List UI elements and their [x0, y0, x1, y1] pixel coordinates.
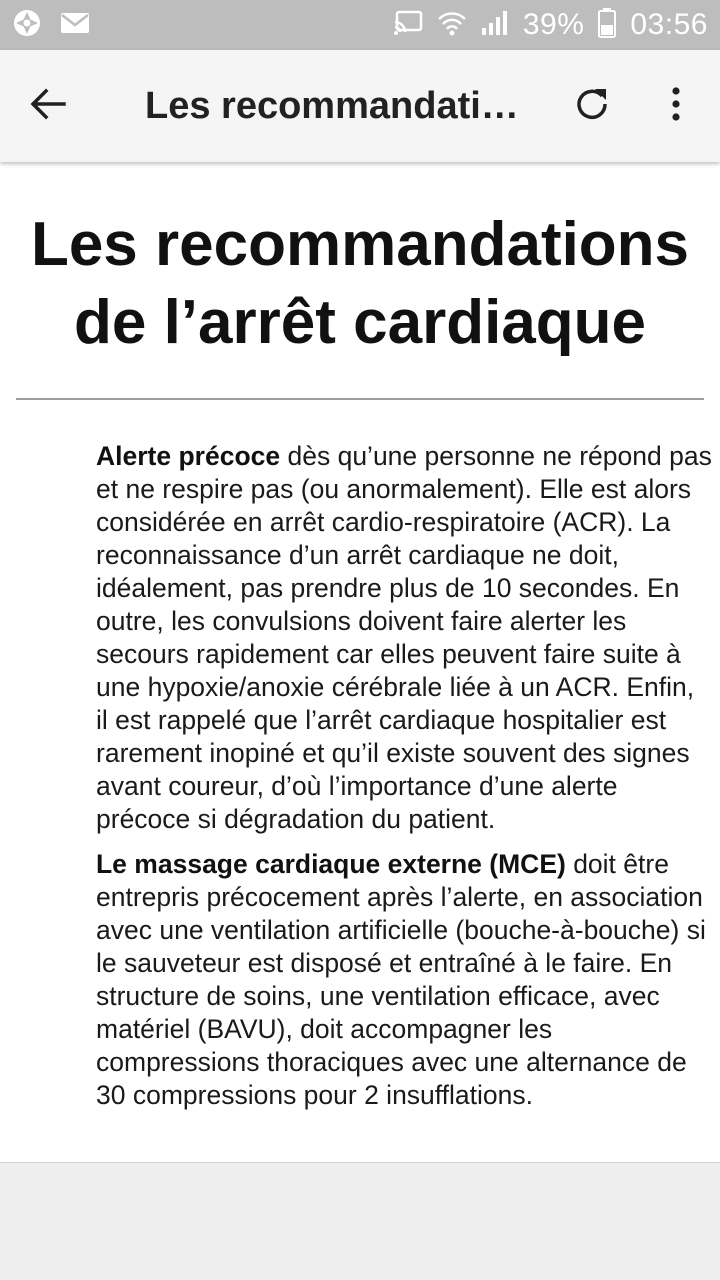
cast-icon: [393, 10, 423, 41]
wifi-icon: [437, 10, 467, 41]
back-button[interactable]: [8, 50, 88, 162]
aperture-icon: [12, 8, 42, 43]
paragraph-text: dès qu’une personne ne répond pas et ne respire pas (ou anormalement). Elle est alors considérée en arrêt cardio-respiratoire (ACR). La reconnaissance d’un arrêt cardiaque ne doit, idéalement, pas prendre plus de 10 secondes. En outre, les convulsions doivent faire alerter les secours rapidement car elles peuvent faire suite à une hypoxie/anoxie cérébrale liée à un ACR. Enfin, il est rappelé que l’arrêt cardiaque hospitalier est rarement inopiné et qu’il existe souvent des signes avant coureur, d’où l’importance d’une alerte précoce si dégradation du patient.: [96, 441, 712, 834]
paragraph-alerte: [96, 440, 712, 836]
clock: 03:56: [630, 8, 708, 41]
paragraph-massage: [96, 848, 712, 1112]
back-arrow-icon: [30, 88, 66, 125]
signal-icon: [481, 10, 509, 41]
reload-button[interactable]: [552, 50, 632, 162]
bottom-panel: [0, 1162, 720, 1280]
status-bar: [0, 0, 720, 50]
more-options-button[interactable]: [636, 50, 716, 162]
app-bar: [0, 50, 720, 162]
mail-icon: [60, 12, 90, 39]
battery-percent: 39%: [522, 8, 585, 41]
reload-icon: [574, 86, 610, 127]
paragraph-text: doit être entrepris précocement après l’alerte, en association avec une ventilation artificielle (bouche-à-bouche) si le sauveteur est disposé et entraîné à le faire. En structure de soins, une ventilation efficace, avec matériel (BAVU), doit accompagner les compressions thoraciques avec une alternance de 30 compressions pour 2 insufflations.: [96, 849, 706, 1110]
status-left-group: [12, 8, 90, 43]
paragraph-lead: Alerte précoce: [96, 441, 281, 471]
paragraph-lead: Le massage cardiaque externe (MCE): [96, 849, 566, 879]
status-right-group: [393, 8, 708, 43]
app-bar-title: Les recommandati…: [145, 84, 519, 127]
title-divider: [16, 398, 704, 400]
article-body: [96, 440, 712, 1124]
more-vert-icon: [671, 87, 681, 126]
article-title: Les recommandations de l’arrêt cardiaque: [30, 210, 690, 357]
article-content[interactable]: [0, 162, 720, 1162]
battery-icon: [598, 8, 616, 43]
